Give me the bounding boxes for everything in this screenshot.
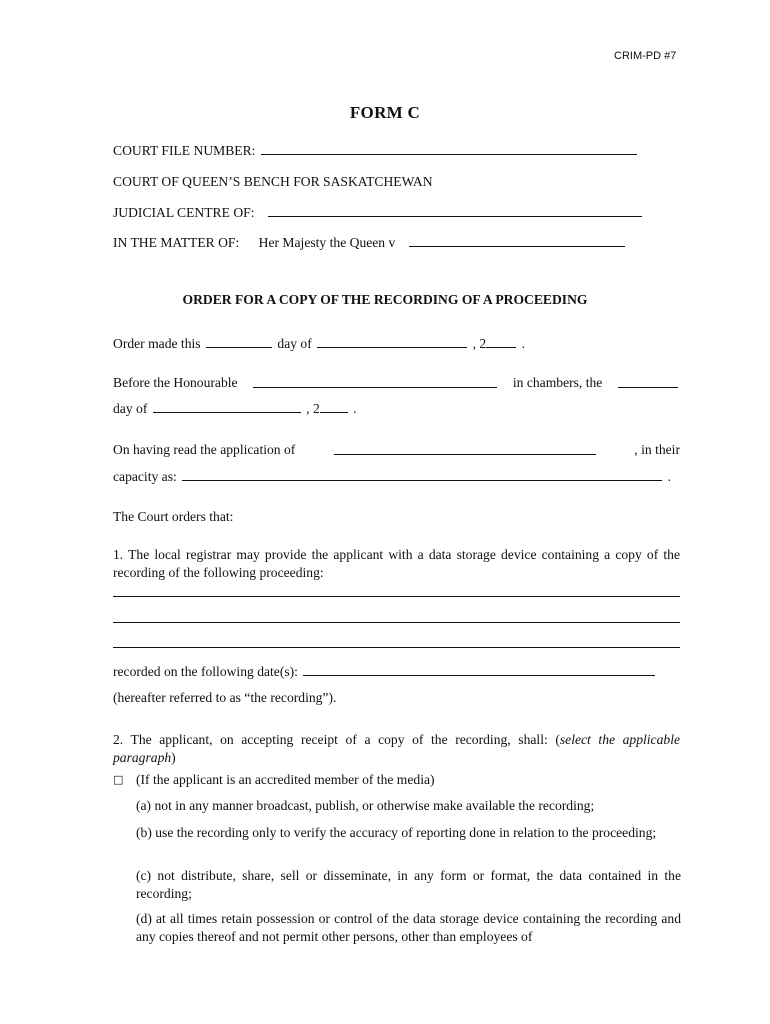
sub-item-c: (c) not distribute, share, sell or disseminate, in any form or format, the data contained in the recording; [136,868,681,901]
judicial-centre-blank[interactable] [268,215,642,217]
accused-name-blank[interactable] [409,245,625,247]
matter-row [113,235,627,251]
before-end: . [353,401,357,416]
proceeding-line-3[interactable] [113,647,680,648]
judicial-centre-label: JUDICIAL CENTRE OF: [113,205,255,220]
capacity-blank[interactable] [182,479,662,481]
sub-item-a: (a) not in any manner broadcast, publish, or otherwise make available the recording; [136,798,595,813]
applicant-name-blank[interactable] [334,453,596,455]
order-made-end: . [521,336,525,351]
recorded-dates-row [113,664,657,680]
before-mid: in chambers, the [512,375,603,390]
order-made-year-label: , 2 [472,336,487,351]
before-year-blank[interactable] [320,411,348,413]
media-checkbox[interactable]: □ [113,773,124,786]
order-made-row [113,336,525,352]
order-made-year-blank[interactable] [486,346,516,348]
having-read-suffix: , in their [634,442,680,457]
capacity-end: . [667,469,671,484]
before-day-label: day of [113,401,148,416]
order-title: ORDER FOR A COPY OF THE RECORDING OF A PROCEEDING [182,292,588,307]
hereafter-text: (hereafter referred to as “the recording”). [113,690,337,705]
order-item-1: 1. The local registrar may provide the applicant with a data storage device containing a copy of the recording of the following proceeding: [113,547,680,580]
before-year-label: , 2 [306,401,320,416]
court-orders: The Court orders that: [113,509,234,524]
before-row [113,375,680,391]
order-made-day-label: day of [277,336,312,351]
court-file-number-blank[interactable] [261,153,637,155]
having-read-prefix: On having read the application of [113,442,296,457]
proceeding-line-1[interactable] [113,596,680,597]
judge-name-blank[interactable] [253,386,497,388]
recorded-dates-blank[interactable] [303,674,655,676]
matter-text: Her Majesty the Queen v [258,235,396,250]
sub-item-b: (b) use the recording only to verify the accuracy of reporting done in relation to the proceeding; [136,825,657,840]
media-heading: (If the applicant is an accredited member of the media) [136,772,435,787]
recorded-dates-label: recorded on the following date(s): [113,664,298,679]
court-file-number-label: COURT FILE NUMBER: [113,143,256,158]
before-prefix: Before the Honourable [113,375,238,390]
order-made-day-blank[interactable] [206,346,272,348]
order-item-2-close: ) [171,750,176,765]
sub-item-d: (d) at all times retain possession or control of the data storage device containing the recording and any copies thereof and not permit other persons, other than employees of [136,911,681,944]
court-file-number-row [113,143,639,159]
before-month-blank[interactable] [153,411,301,413]
order-item-2-text: 2. The applicant, on accepting receipt of a copy of the recording, shall: ( [113,732,560,747]
capacity-label: capacity as: [113,469,177,484]
before-day-blank[interactable] [618,386,678,388]
matter-label: IN THE MATTER OF: [113,235,240,250]
order-item-2 [113,731,680,767]
proceeding-line-2[interactable] [113,622,680,623]
form-title: FORM C [349,103,421,122]
form-reference: CRIM-PD #7 [614,50,677,62]
judicial-centre-row [113,205,644,221]
before-day-row [113,401,357,417]
order-made-month-blank[interactable] [317,346,467,348]
order-item-2-italic: select the applicable paragraph [113,732,680,765]
order-made-prefix: Order made this [113,336,201,351]
capacity-row [113,469,671,485]
court-name: COURT OF QUEEN’S BENCH FOR SASKATCHEWAN [113,174,433,189]
having-read-row [113,442,680,458]
